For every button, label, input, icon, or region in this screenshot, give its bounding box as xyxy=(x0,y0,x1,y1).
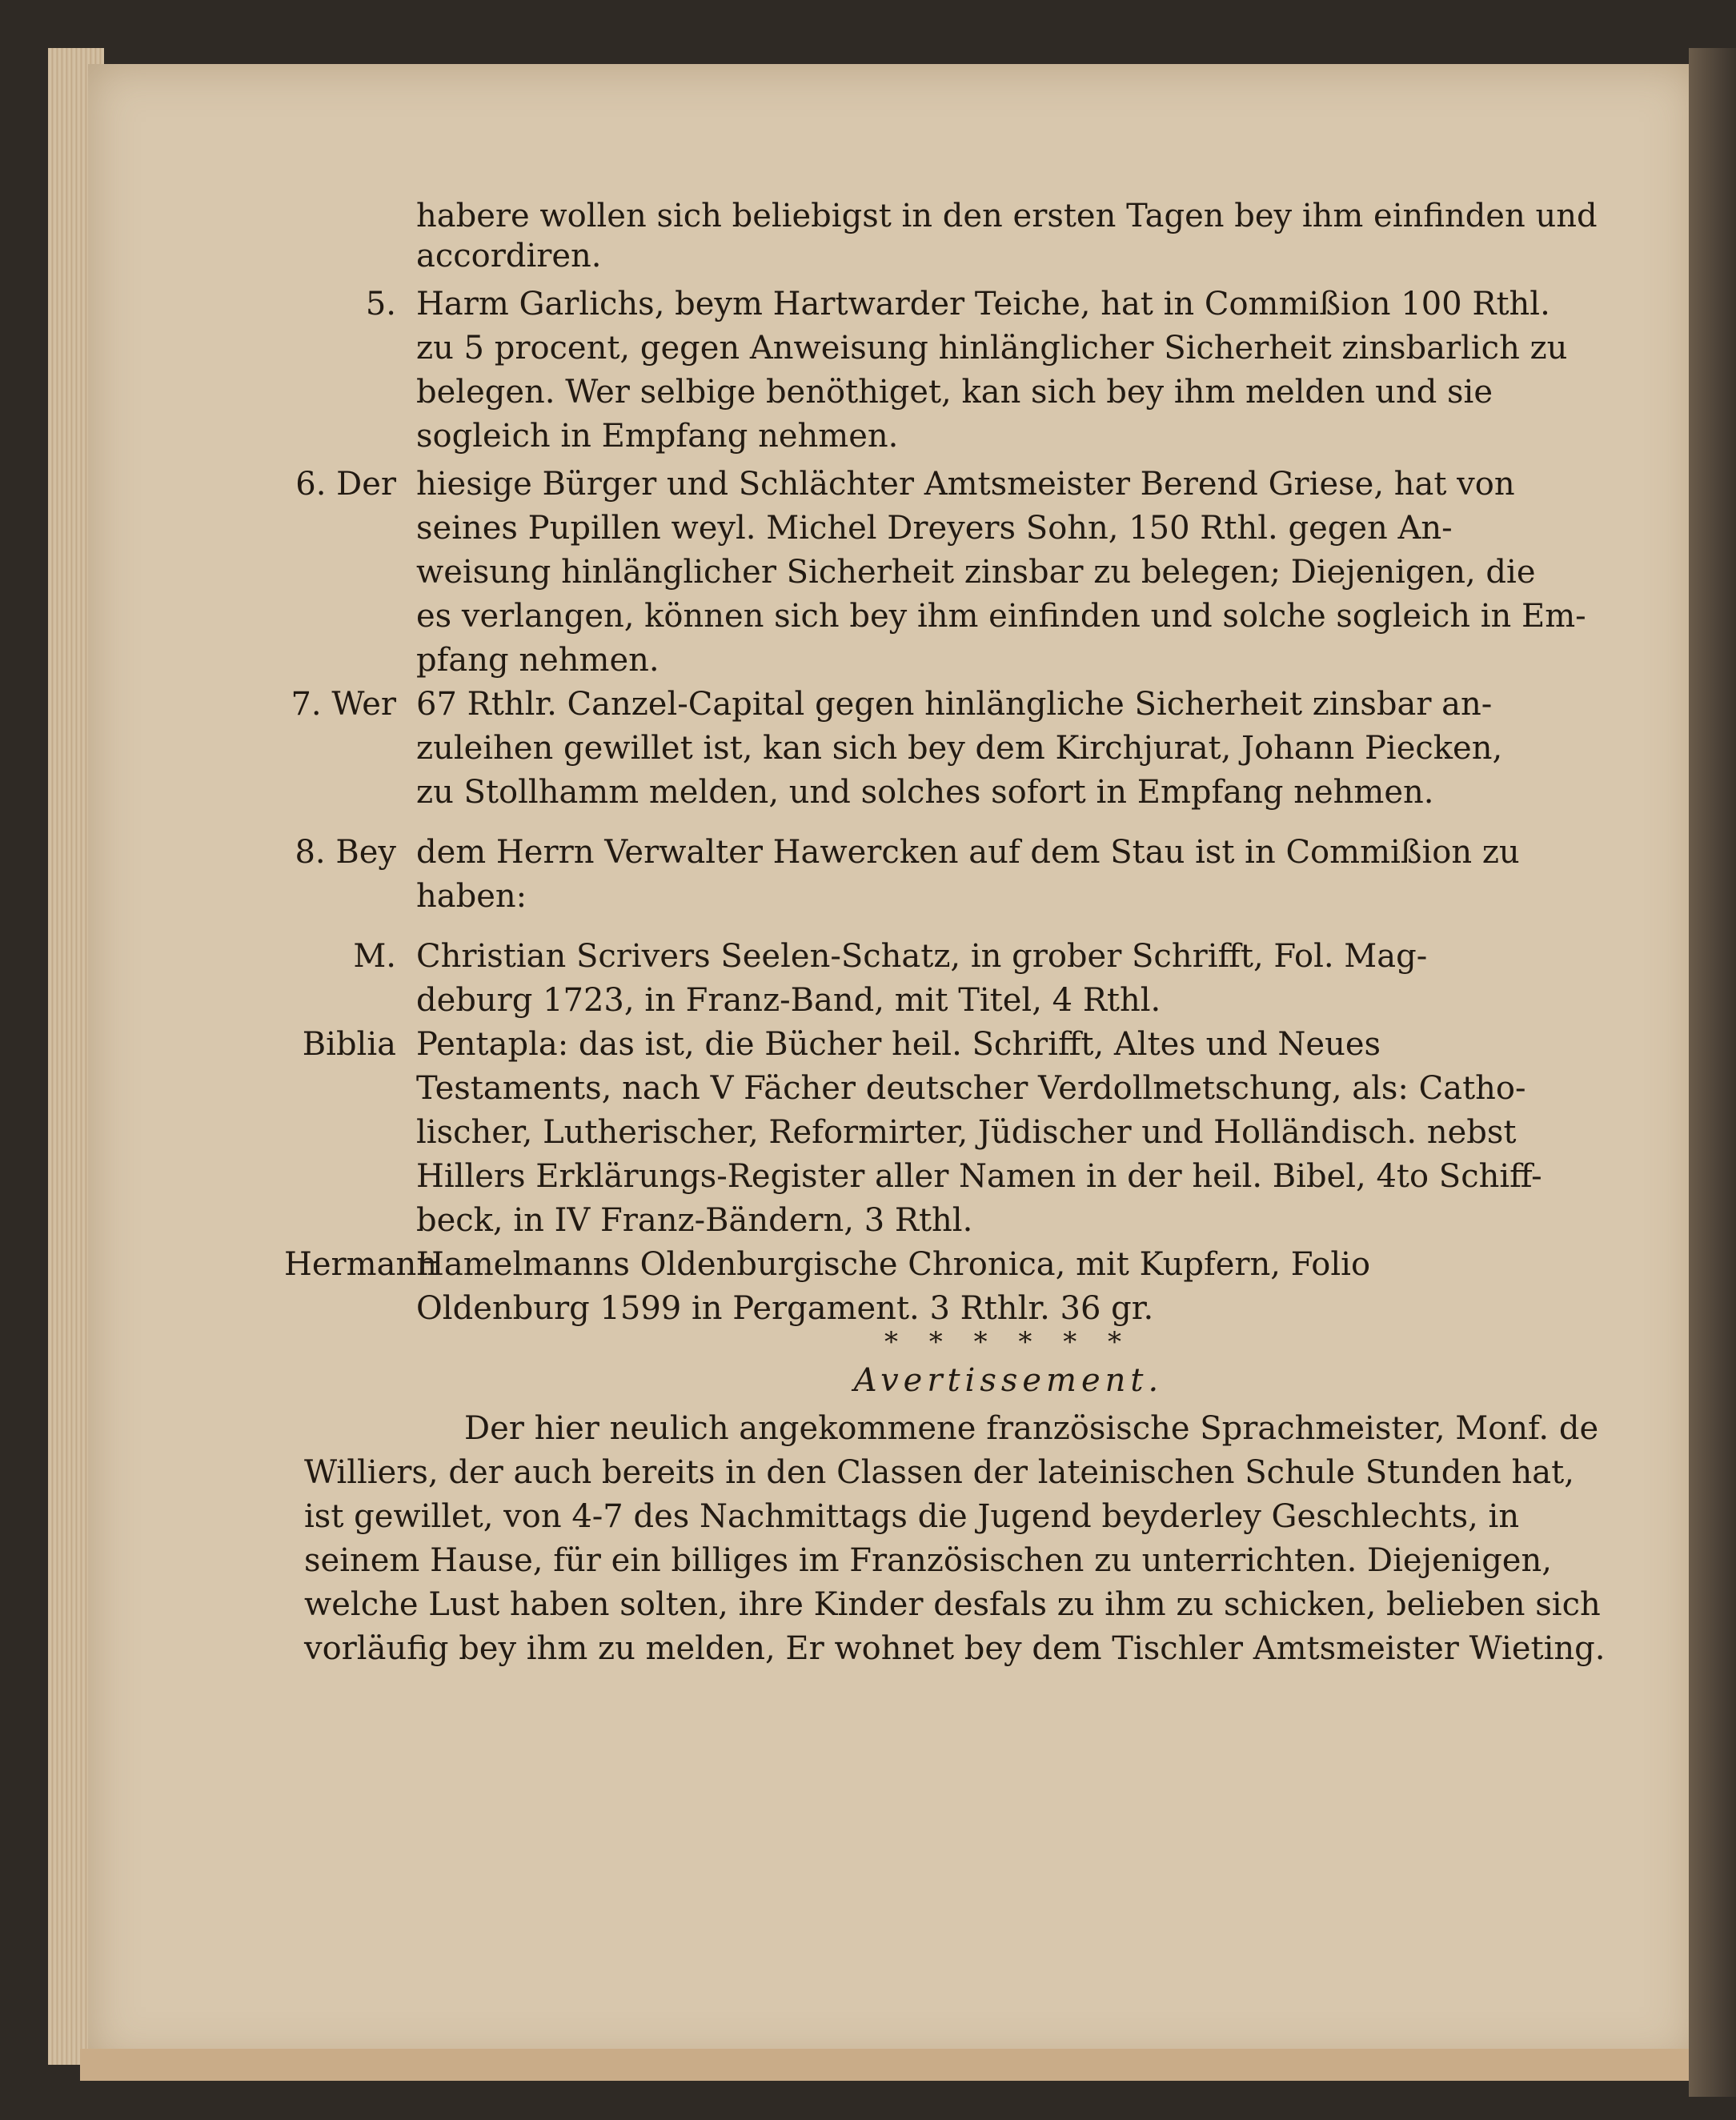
text-line xyxy=(353,938,1428,975)
line-text: accordiren. xyxy=(416,238,602,275)
line-text: vorläufig bey ihm zu melden, Er wohnet bey dem Tischler Amtsmeister Wieting. xyxy=(304,1630,1606,1667)
line-text: habere wollen sich beliebigst in den ersten Tagen bey ihm einfinden und xyxy=(416,198,1598,234)
line-text: Harm Garlichs, beym Hartwarder Teiche, hat in Commißion 100 Rthl. xyxy=(416,286,1550,323)
text-line xyxy=(464,1410,1599,1447)
line-text: pfang nehmen. xyxy=(416,642,660,679)
text-line xyxy=(416,374,1493,411)
line-text: weisung hinlänglicher Sicherheit zinsbar zu belegen; Diejenigen, die xyxy=(416,554,1536,591)
ornament-divider: * * * * * * xyxy=(884,1326,1133,1358)
text-line xyxy=(416,554,1536,591)
text-line xyxy=(416,878,527,915)
line-text: zu Stollhamm melden, und solches sofort in Empfang nehmen. xyxy=(416,774,1434,811)
item-number: Hermann xyxy=(284,1246,437,1283)
text-line xyxy=(416,418,899,455)
line-text: haben: xyxy=(416,878,527,915)
text-line xyxy=(416,1290,1154,1327)
book-gutter xyxy=(1689,48,1736,2097)
text-line xyxy=(416,730,1503,767)
text-line xyxy=(416,330,1568,367)
line-text: sogleich in Empfang nehmen. xyxy=(416,418,899,455)
text-line xyxy=(284,1246,1371,1283)
text-line xyxy=(295,466,1515,503)
line-text: belegen. Wer selbige benöthiget, kan sich bey ihm melden und sie xyxy=(416,374,1493,411)
item-number: 5. xyxy=(365,286,396,323)
text-line xyxy=(304,1454,1574,1491)
line-text: Oldenburg 1599 in Pergament. 3 Rthlr. 36 gr. xyxy=(416,1290,1154,1327)
line-text: lischer, Lutherischer, Reformirter, Jüdischer und Holländisch. nebst xyxy=(416,1114,1517,1151)
line-text: zuleihen gewillet ist, kan sich bey dem Kirchjurat, Johann Piecken, xyxy=(416,730,1503,767)
line-text: zu 5 procent, gegen Anweisung hinlänglicher Sicherheit zinsbarlich zu xyxy=(416,330,1568,367)
line-text: es verlangen, können sich bey ihm einfinden und solche sogleich in Em- xyxy=(416,598,1586,635)
line-text: seines Pupillen weyl. Michel Dreyers Sohn, 150 Rthl. gegen An- xyxy=(416,510,1453,547)
line-text: ist gewillet, von 4-7 des Nachmittags die Jugend beyderley Geschlechts, in xyxy=(304,1498,1520,1535)
line-text: seinem Hause, für ein billiges im Französischen zu unterrichten. Diejenigen, xyxy=(304,1542,1552,1579)
item-number: Biblia xyxy=(302,1026,396,1063)
text-line xyxy=(365,286,1550,323)
line-text: Testaments, nach V Fächer deutscher Verdollmetschung, als: Catho- xyxy=(416,1070,1526,1107)
line-text: Hillers Erklärungs-Register aller Namen in der heil. Bibel, 4to Schiff- xyxy=(416,1158,1542,1195)
text-line xyxy=(291,686,1493,723)
line-text: dem Herrn Verwalter Hawercken auf dem Stau ist in Commißion zu xyxy=(416,834,1520,871)
item-number: 6. Der xyxy=(295,466,396,503)
text-line xyxy=(416,510,1453,547)
text-line xyxy=(304,1498,1520,1535)
text-line xyxy=(416,238,602,275)
line-text: Der hier neulich angekommene französische Sprachmeister, Monf. de xyxy=(464,1410,1599,1447)
line-text: welche Lust haben solten, ihre Kinder desfals zu ihm zu schicken, belieben sich xyxy=(304,1586,1601,1623)
line-text: 67 Rthlr. Canzel-Capital gegen hinlängliche Sicherheit zinsbar an- xyxy=(416,686,1493,723)
text-line xyxy=(295,834,1520,871)
line-text: beck, in IV Franz-Bändern, 3 Rthl. xyxy=(416,1202,973,1239)
text-line xyxy=(416,1114,1517,1151)
text-line xyxy=(416,200,1598,232)
page-bottom-edge xyxy=(80,2049,1713,2081)
line-text: deburg 1723, in Franz-Band, mit Titel, 4 Rthl. xyxy=(416,982,1161,1019)
line-text: Hamelmanns Oldenburgische Chronica, mit Kupfern, Folio xyxy=(416,1246,1371,1283)
line-text: Pentapla: das ist, die Bücher heil. Schrifft, Altes und Neues xyxy=(416,1026,1381,1063)
section-heading: Avertissement. xyxy=(853,1362,1164,1399)
item-number: 7. Wer xyxy=(291,686,396,723)
text-line xyxy=(416,1202,973,1239)
line-text: hiesige Bürger und Schlächter Amtsmeister Berend Griese, hat von xyxy=(416,466,1515,503)
text-line xyxy=(302,1026,1381,1063)
text-line xyxy=(416,774,1434,811)
item-number: M. xyxy=(353,938,396,975)
text-line xyxy=(416,1158,1542,1195)
item-number: 8. Bey xyxy=(295,834,396,871)
line-text: Christian Scrivers Seelen-Schatz, in grober Schrifft, Fol. Mag- xyxy=(416,938,1428,975)
text-line xyxy=(304,1542,1552,1579)
text-line xyxy=(416,598,1586,635)
text-line xyxy=(304,1586,1601,1623)
line-text: Williers, der auch bereits in den Classen der lateinischen Schule Stunden hat, xyxy=(304,1454,1574,1491)
text-line xyxy=(416,1070,1526,1107)
text-line xyxy=(416,982,1161,1019)
text-line xyxy=(304,1630,1606,1667)
text-line xyxy=(416,642,660,679)
